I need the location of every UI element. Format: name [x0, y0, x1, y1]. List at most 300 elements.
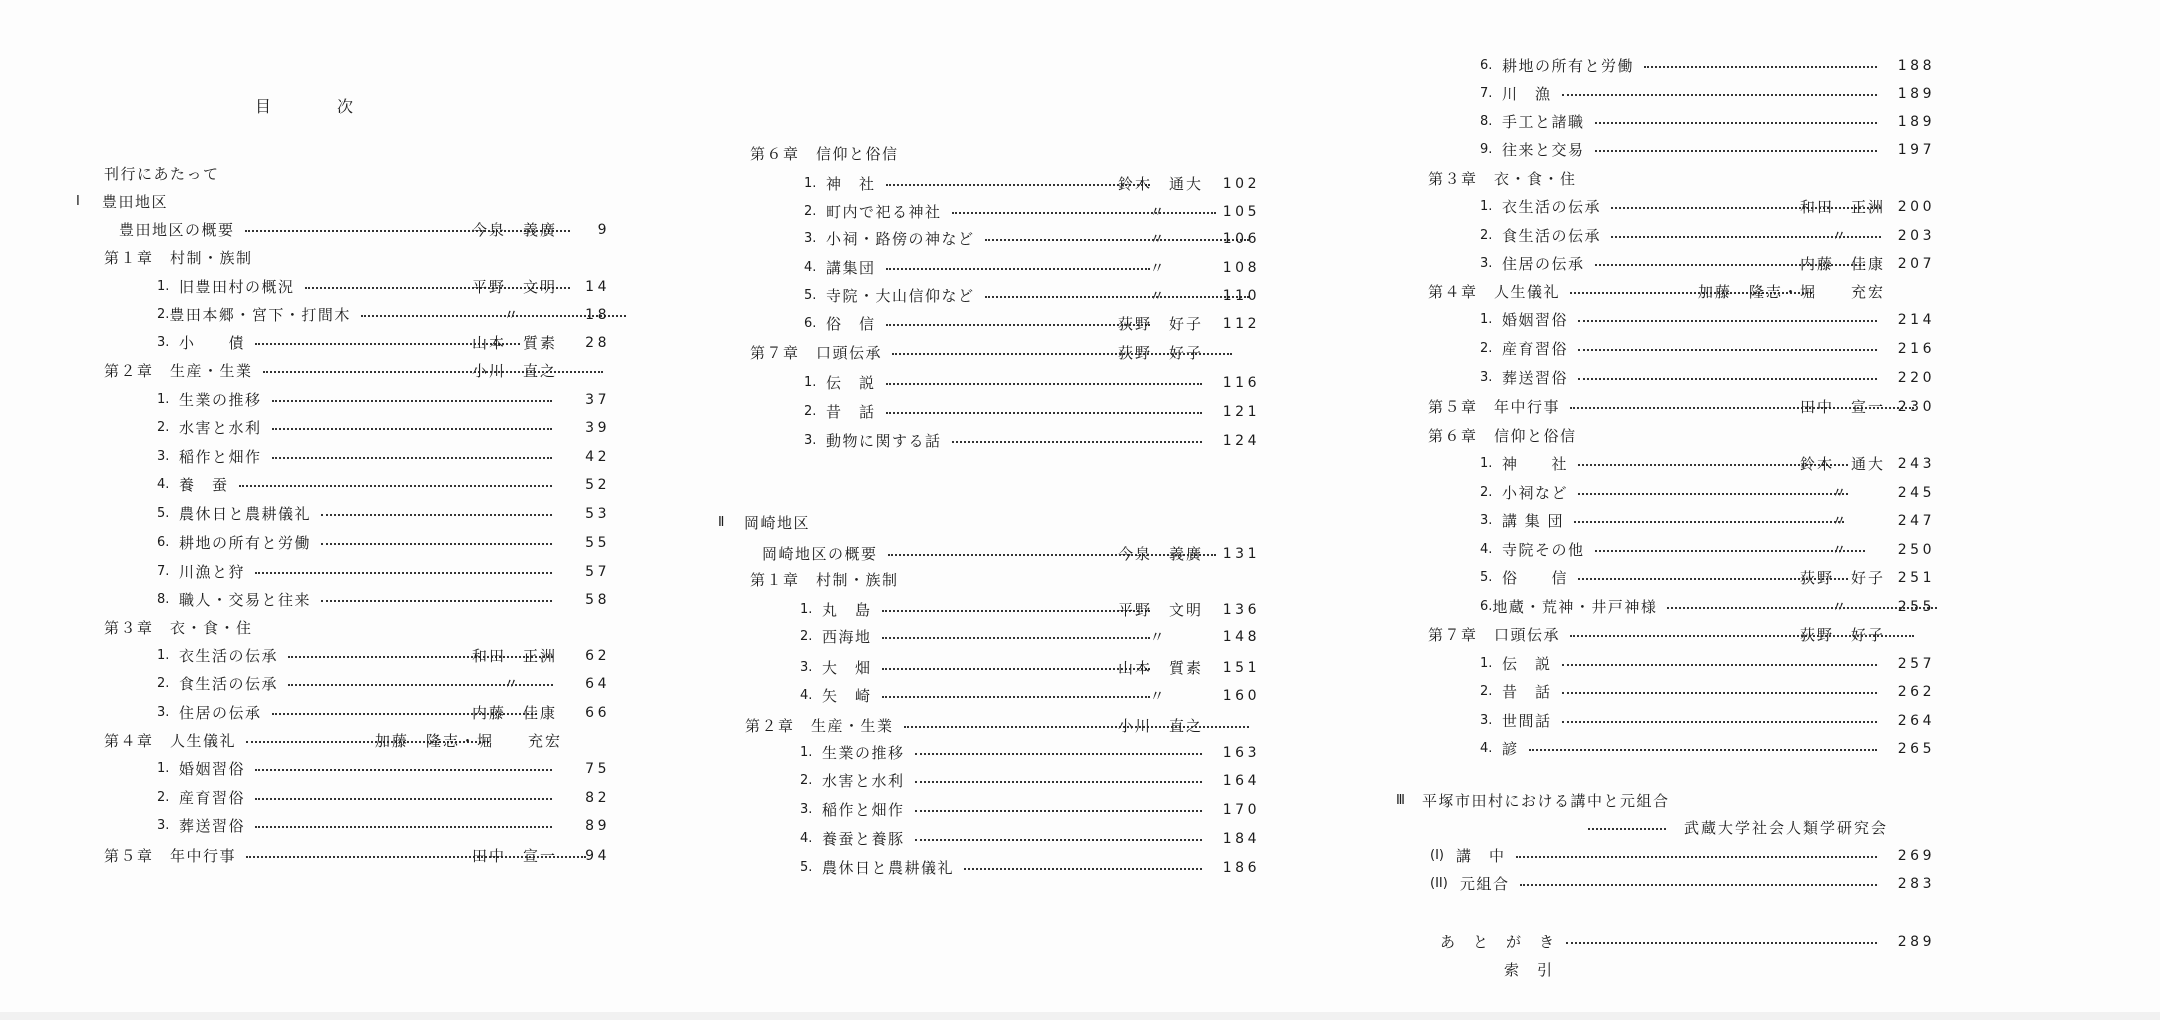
- entry-author: 内藤 佳康: [472, 704, 558, 722]
- toc-entry: [1480, 594, 1935, 620]
- entry-page: 131: [1222, 546, 1260, 562]
- entry-title: 耕地の所有と労働: [179, 534, 312, 552]
- entry-number: 2.: [1480, 684, 1493, 699]
- toc-entry: [157, 415, 610, 441]
- entry-page: 163: [1222, 745, 1260, 761]
- entry-page: 245: [1897, 485, 1935, 501]
- entry-page: 170: [1222, 802, 1260, 818]
- entry-title: 稲作と畑作: [822, 801, 905, 819]
- entry-title: 講 中: [1456, 847, 1506, 865]
- entry-title: あ と が き: [1440, 933, 1556, 951]
- entry-page: 53: [585, 506, 610, 522]
- toc-entry: [1396, 788, 1670, 814]
- entry-title: 旧豊田村の概況: [179, 278, 295, 296]
- toc-entry: [1480, 451, 1935, 477]
- dot-leader: [1562, 664, 1877, 666]
- toc-entry: [1480, 109, 1935, 135]
- entry-author: 小川 直之: [472, 362, 558, 380]
- toc-entry: [804, 428, 1260, 454]
- entry-number: 2.: [804, 404, 817, 419]
- dot-leader: [1516, 856, 1877, 858]
- toc-entry: [762, 541, 1260, 567]
- entry-number: I: [76, 194, 80, 209]
- entry-author: 鈴木 通大: [1118, 175, 1204, 193]
- toc-entry: [1430, 871, 1935, 897]
- entry-author: 〃: [1831, 541, 1849, 559]
- entry-page: 186: [1222, 860, 1260, 876]
- entry-author: 荻野 好子: [1118, 344, 1204, 362]
- entry-number: 1.: [1480, 312, 1493, 327]
- entry-title: 丸 島: [822, 601, 872, 619]
- toc-entry: [1480, 53, 1935, 79]
- entry-number: 2.: [157, 790, 170, 805]
- entry-author: 〃: [1149, 687, 1167, 705]
- entry-title: 小祠など: [1502, 484, 1569, 502]
- toc-entry: [745, 713, 1260, 739]
- entry-author: 山本 質素: [472, 334, 558, 352]
- toc-entry: [1480, 365, 1935, 391]
- entry-title: 世間話: [1502, 712, 1552, 730]
- entry-number: 1.: [804, 375, 817, 390]
- entry-title: 葬送習俗: [1502, 369, 1569, 387]
- entry-page: 247: [1897, 513, 1935, 529]
- entry-title: 第３章 衣・食・住: [1428, 170, 1577, 188]
- entry-number: 7.: [157, 564, 170, 579]
- entry-author: 〃: [1149, 203, 1167, 221]
- toc-entry: [1480, 194, 1935, 220]
- entry-title: 昔 話: [826, 403, 876, 421]
- entry-title: 養 蚕: [179, 476, 229, 494]
- entry-number: 6.: [157, 535, 170, 550]
- entry-number: 6.: [1480, 599, 1493, 614]
- entry-title: 耕地の所有と労働: [1502, 57, 1635, 75]
- dot-leader: [321, 514, 552, 516]
- entry-number: 4.: [1480, 542, 1493, 557]
- entry-author: 平野 文明: [472, 278, 558, 296]
- entry-author: 〃: [503, 306, 521, 324]
- entry-page: 189: [1897, 86, 1935, 102]
- dot-leader: [985, 296, 1249, 298]
- entry-title: 第７章 口頭伝承: [1428, 626, 1561, 644]
- entry-title: 川 漁: [1502, 85, 1552, 103]
- entry-title: 職人・交易と往来: [179, 591, 312, 609]
- toc-entry: [804, 399, 1260, 425]
- page-bottom-edge: [0, 1012, 2160, 1020]
- entry-title: 昔 話: [1502, 683, 1552, 701]
- entry-title: 第１章 村制・族制: [104, 249, 253, 267]
- entry-number: 3.: [800, 660, 813, 675]
- entry-number: 1.: [157, 761, 170, 776]
- entry-author: 田中 宣一: [1800, 398, 1886, 416]
- entry-page: 66: [585, 705, 610, 721]
- toc-entry: [104, 615, 253, 641]
- entry-title: 平塚市田村における講中と元組合: [1422, 792, 1670, 810]
- toc-entry: [1480, 81, 1935, 107]
- entry-title: 第２章 生産・生業: [104, 362, 253, 380]
- toc-entry: [800, 855, 1260, 881]
- dot-leader: [882, 610, 1150, 612]
- toc-entry: [804, 370, 1260, 396]
- entry-title: 産育習俗: [1502, 340, 1569, 358]
- entry-number: 3.: [157, 335, 170, 350]
- entry-page: 39: [585, 420, 610, 436]
- toc-entry: [104, 728, 610, 754]
- entry-title: 食生活の伝承: [179, 675, 279, 693]
- entry-title: 生業の推移: [822, 744, 905, 762]
- entry-number: 5.: [804, 288, 817, 303]
- toc-entry: [1440, 929, 1935, 955]
- entry-author: 加藤 隆志・堀 充宏: [1698, 283, 1886, 301]
- entry-title: 川漁と狩: [179, 563, 246, 581]
- entry-number: 5.: [157, 506, 170, 521]
- dot-leader: [272, 457, 552, 459]
- entry-number: 8.: [157, 592, 170, 607]
- toc-entry: [157, 813, 610, 839]
- entry-title: 食生活の伝承: [1502, 227, 1602, 245]
- entry-author: 和田 正洲: [1800, 198, 1886, 216]
- entry-title: 豊田地区の概要: [119, 221, 235, 239]
- dot-leader: [255, 769, 552, 771]
- entry-title: 西海地: [822, 628, 872, 646]
- toc-entry: [800, 655, 1260, 681]
- dot-leader: [272, 400, 552, 402]
- entry-author: 小川 直之: [1118, 717, 1204, 735]
- entry-page: 216: [1897, 341, 1935, 357]
- toc-entry: [1480, 537, 1935, 563]
- dot-leader: [272, 428, 552, 430]
- toc-entry: [800, 624, 1260, 650]
- entry-page: 14: [585, 279, 610, 295]
- entry-title: 諺: [1502, 740, 1519, 758]
- toc-entry: [157, 643, 610, 669]
- entry-title: 稲作と畑作: [179, 448, 262, 466]
- entry-page: 264: [1897, 713, 1935, 729]
- dot-leader: [255, 798, 552, 800]
- entry-title: 第５章 年中行事: [1428, 398, 1561, 416]
- entry-title: 岡崎地区: [744, 514, 811, 532]
- dot-leader: [1574, 521, 1844, 523]
- toc-entry: [104, 358, 610, 384]
- entry-author: 山本 質素: [1118, 659, 1204, 677]
- entry-number: 2.: [804, 204, 817, 219]
- entry-title: 元組合: [1460, 875, 1510, 893]
- entry-number: 4.: [1480, 741, 1493, 756]
- dot-leader: [1595, 122, 1877, 124]
- entry-page: 28: [585, 335, 610, 351]
- toc-entry: [750, 141, 899, 167]
- entry-number: 2.: [157, 307, 170, 322]
- entry-title: 大 畑: [822, 659, 872, 677]
- entry-author: 〃: [1831, 512, 1849, 530]
- entry-title: 産育習俗: [179, 789, 246, 807]
- entry-number: 2.: [1480, 228, 1493, 243]
- toc-entry: [1430, 843, 1935, 869]
- dot-leader: [886, 184, 1150, 186]
- toc-entry: [157, 785, 610, 811]
- toc-entry: [157, 330, 610, 356]
- entry-page: 230: [1897, 399, 1935, 415]
- toc-entry: [1480, 651, 1935, 677]
- entry-number: 2.: [800, 629, 813, 644]
- entry-page: 124: [1222, 433, 1260, 449]
- entry-author: 今泉 義廣: [1118, 545, 1204, 563]
- toc-entry: [1428, 166, 1577, 192]
- entry-page: 283: [1897, 876, 1935, 892]
- dot-leader: [985, 239, 1249, 241]
- toc-entry: [157, 302, 610, 328]
- toc-entry: [157, 559, 610, 585]
- entry-author: 〃: [1149, 259, 1167, 277]
- dot-leader: [1562, 721, 1877, 723]
- entry-author: 〃: [503, 675, 521, 693]
- toc-entry: [1480, 307, 1935, 333]
- entry-title: 俗 信: [826, 315, 876, 333]
- entry-number: 3.: [157, 705, 170, 720]
- toc-entry: [1480, 336, 1935, 362]
- entry-page: 289: [1897, 934, 1935, 950]
- entry-number: 1.: [800, 745, 813, 760]
- entry-page: 42: [585, 449, 610, 465]
- entry-page: 82: [585, 790, 610, 806]
- entry-page: 265: [1897, 741, 1935, 757]
- entry-title: 岡崎地区の概要: [762, 545, 878, 563]
- entry-number: 2.: [157, 420, 170, 435]
- entry-title: 動物に関する話: [826, 432, 942, 450]
- dot-leader: [255, 572, 552, 574]
- entry-author: 〃: [1149, 287, 1167, 305]
- toc-entry: [1428, 622, 1935, 648]
- entry-title: 刊行にあたって: [104, 165, 220, 183]
- entry-page: 164: [1222, 773, 1260, 789]
- entry-page: 262: [1897, 684, 1935, 700]
- entry-title: 寺院・大山信仰など: [826, 287, 975, 305]
- toc-entry: [76, 189, 168, 215]
- entry-page: 112: [1222, 316, 1260, 332]
- entry-page: 188: [1897, 58, 1935, 74]
- entry-page: 200: [1897, 199, 1935, 215]
- entry-title: 婚姻習俗: [179, 760, 246, 778]
- toc-entry: [1480, 137, 1935, 163]
- entry-page: 62: [585, 648, 610, 664]
- entry-number: 7.: [1480, 86, 1493, 101]
- entry-title: 小 債: [179, 334, 246, 352]
- entry-number: 4.: [800, 688, 813, 703]
- entry-page: 37: [585, 392, 610, 408]
- entry-page: 18: [585, 307, 610, 323]
- entry-title: 伝 説: [826, 374, 876, 392]
- entry-title: 衣生活の伝承: [1502, 198, 1602, 216]
- entry-author: 〃: [1149, 628, 1167, 646]
- entry-title: 小祠・路傍の神など: [826, 230, 975, 248]
- dot-leader: [1562, 692, 1877, 694]
- entry-title: 第６章 信仰と俗信: [750, 145, 899, 163]
- entry-page: 207: [1897, 256, 1935, 272]
- entry-author: 平野 文明: [1118, 601, 1204, 619]
- entry-number: (I): [1430, 848, 1444, 863]
- entry-page: 108: [1222, 260, 1260, 276]
- entry-number: 1.: [157, 648, 170, 663]
- entry-page: 94: [585, 848, 610, 864]
- entry-page: 52: [585, 477, 610, 493]
- entry-number: 1.: [1480, 199, 1493, 214]
- dot-leader: [886, 412, 1202, 414]
- entry-page: 121: [1222, 404, 1260, 420]
- entry-number: 5.: [1480, 570, 1493, 585]
- dot-leader: [882, 668, 1150, 670]
- toc-entry: [1480, 223, 1935, 249]
- entry-title: 第７章 口頭伝承: [750, 344, 883, 362]
- entry-page: 106: [1222, 231, 1260, 247]
- entry-number: 1.: [800, 602, 813, 617]
- toc-entry: [104, 245, 253, 271]
- entry-title: 講集団: [826, 259, 876, 277]
- entry-number: 6.: [804, 316, 817, 331]
- entry-number: 4.: [804, 260, 817, 275]
- dot-leader: [1578, 493, 1848, 495]
- entry-author: 〃: [1149, 230, 1167, 248]
- entry-title: 第１章 村制・族制: [750, 571, 899, 589]
- entry-number: 3.: [157, 818, 170, 833]
- toc-entry: [1480, 508, 1935, 534]
- entry-number: 5.: [800, 860, 813, 875]
- entry-title: 水害と水利: [822, 772, 905, 790]
- entry-number: 3.: [157, 449, 170, 464]
- toc-entry: [157, 587, 610, 613]
- toc-entry: [157, 274, 610, 300]
- entry-author: 荻野 好子: [1800, 626, 1886, 644]
- entry-number: 2.: [157, 676, 170, 691]
- entry-title: 豊田地区: [102, 193, 169, 211]
- toc-entry: [1480, 480, 1935, 506]
- toc-entry: [157, 671, 610, 697]
- entry-page: 58: [585, 592, 610, 608]
- entry-page: 102: [1222, 176, 1260, 192]
- dot-leader: [321, 600, 552, 602]
- entry-author: 荻野 好子: [1800, 569, 1886, 587]
- entry-title: 水害と水利: [179, 419, 262, 437]
- entry-number: 2.: [1480, 341, 1493, 356]
- entry-title: 住居の伝承: [1502, 255, 1585, 273]
- entry-title: 俗 信: [1502, 569, 1569, 587]
- entry-page: 136: [1222, 602, 1260, 618]
- dot-leader: [1588, 828, 1666, 830]
- entry-title: 第４章 人生儀礼: [1428, 283, 1561, 301]
- entry-page: 160: [1222, 688, 1260, 704]
- toc-entry: [804, 283, 1260, 309]
- entry-number: 3.: [800, 802, 813, 817]
- entry-title: 豊田本郷・宮下・打間木: [169, 306, 351, 324]
- toc-entry: [1480, 708, 1935, 734]
- dot-leader: [321, 543, 552, 545]
- entry-page: 184: [1222, 831, 1260, 847]
- entry-title: 婚姻習俗: [1502, 311, 1569, 329]
- dot-leader: [952, 441, 1202, 443]
- entry-author: 和田 正洲: [472, 647, 558, 665]
- toc-entry: [800, 768, 1260, 794]
- entry-page: 214: [1897, 312, 1935, 328]
- entry-author: 〃: [1831, 227, 1849, 245]
- entry-page: 151: [1222, 660, 1260, 676]
- toc-entry: [804, 226, 1260, 252]
- dot-leader: [1562, 94, 1877, 96]
- dot-leader: [964, 868, 1202, 870]
- toc-entry: [157, 472, 610, 498]
- dot-leader: [1578, 378, 1877, 380]
- entry-author: 荻野 好子: [1118, 315, 1204, 333]
- toc-entry: [804, 255, 1260, 281]
- entry-title: 神 社: [826, 175, 876, 193]
- entry-page: 197: [1897, 142, 1935, 158]
- entry-page: 189: [1897, 114, 1935, 130]
- entry-title: 矢 崎: [822, 687, 872, 705]
- entry-page: 148: [1222, 629, 1260, 645]
- entry-number: Ⅲ: [1396, 793, 1405, 808]
- entry-title: 農休日と農耕儀礼: [179, 505, 312, 523]
- entry-title: 講 集 団: [1502, 512, 1565, 530]
- entry-page: 257: [1897, 656, 1935, 672]
- entry-author: 〃: [1831, 598, 1849, 616]
- dot-leader: [915, 839, 1202, 841]
- entry-author: 〃: [1831, 484, 1849, 502]
- toc-entry: [1428, 423, 1577, 449]
- entry-number: 3.: [804, 433, 817, 448]
- entry-page: 110: [1222, 288, 1260, 304]
- entry-number: 1.: [157, 392, 170, 407]
- entry-title: 町内で祀る神社: [826, 203, 942, 221]
- entry-page: 57: [585, 564, 610, 580]
- toc-entry: [157, 444, 610, 470]
- toc-entry: [1480, 679, 1935, 705]
- entry-title: 住居の伝承: [179, 704, 262, 722]
- dot-leader: [882, 637, 1150, 639]
- entry-number: 2.: [1480, 485, 1493, 500]
- entry-title: 伝 説: [1502, 655, 1552, 673]
- entry-number: 3.: [1480, 713, 1493, 728]
- entry-number: 9.: [1480, 142, 1493, 157]
- dot-leader: [915, 753, 1202, 755]
- dot-leader: [1578, 320, 1877, 322]
- page-title: 目次: [255, 97, 420, 116]
- toc-entry: [157, 756, 610, 782]
- entry-number: 4.: [157, 477, 170, 492]
- entry-number: 1.: [804, 176, 817, 191]
- entry-number: (II): [1430, 876, 1448, 891]
- entry-page: 89: [585, 818, 610, 834]
- entry-number: 4.: [800, 831, 813, 846]
- dot-leader: [886, 268, 1150, 270]
- toc-entry: [1504, 957, 1554, 983]
- entry-page: 116: [1222, 375, 1260, 391]
- entry-number: 3.: [804, 231, 817, 246]
- entry-title: 地蔵・荒神・井戸神様: [1492, 598, 1658, 616]
- entry-title: 葬送習俗: [179, 817, 246, 835]
- toc-entry: [1480, 736, 1935, 762]
- toc-entry: [750, 340, 1260, 366]
- dot-leader: [886, 324, 1150, 326]
- dot-leader: [255, 826, 552, 828]
- entry-number: 6.: [1480, 58, 1493, 73]
- entry-number: 1.: [157, 279, 170, 294]
- entry-page: 243: [1897, 456, 1935, 472]
- dot-leader: [1529, 749, 1877, 751]
- dot-leader: [1578, 349, 1877, 351]
- entry-title: 神 社: [1502, 455, 1569, 473]
- entry-number: 1.: [1480, 656, 1493, 671]
- entry-number: 3.: [1480, 513, 1493, 528]
- entry-author: 今泉 義廣: [472, 221, 558, 239]
- entry-number: 3.: [1480, 256, 1493, 271]
- toc-entry: [104, 161, 220, 187]
